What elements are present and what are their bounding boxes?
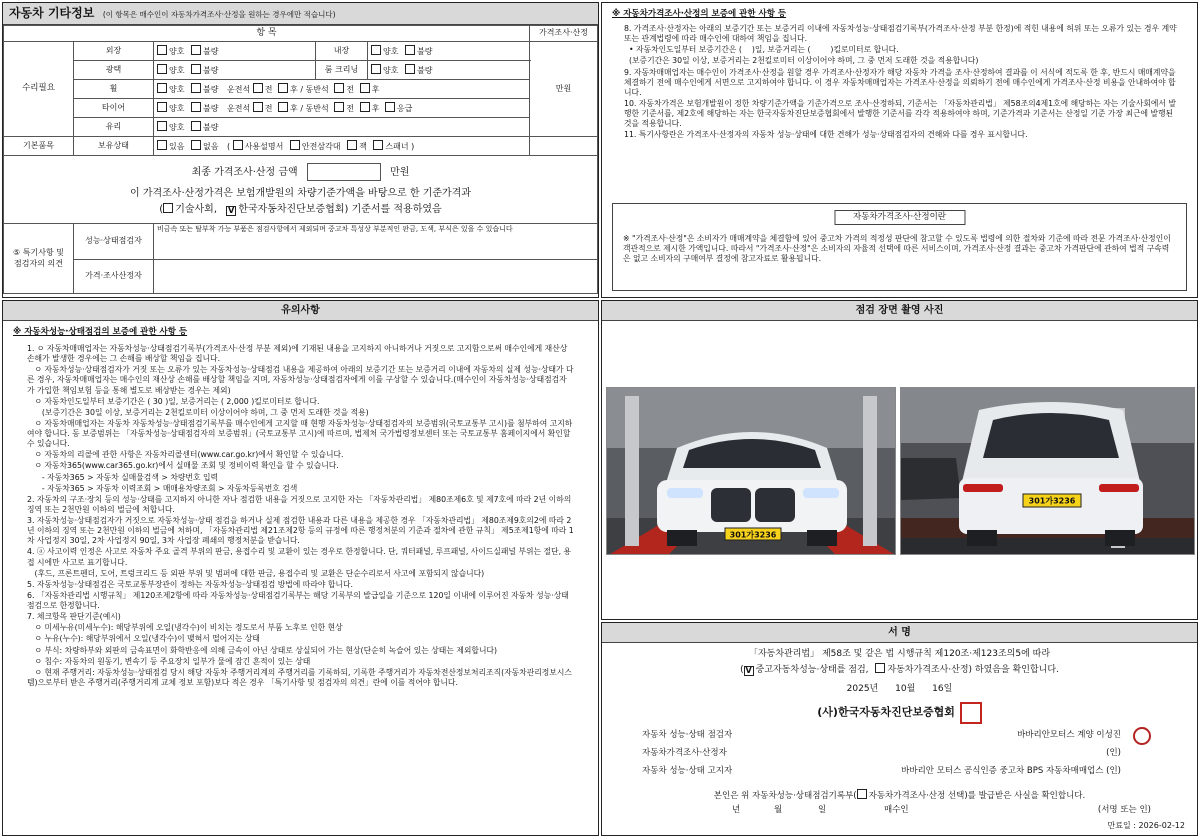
notes-item: 7. 체크항목 판단기준(예시) [27, 612, 121, 622]
manual-checkbox[interactable] [233, 140, 243, 150]
issue-year: 2025년 [846, 684, 879, 695]
notes-item: 3. 자동차성능·상태점검자가 거짓으로 자동차성능·상태 점검을 하거나 실제 점검한 내용과 다른 내용을 제공한 경우 「자동차관리법」 제80조제9호의2에 따라 2년 이하의 징역 또는 2천만원 이하의 벌금에 처하며, 「자동차관리법 제21조제2항 등의 규정에 따른 행정처분의 기준과 절차에 관한 규칙」 제5조제1항에 따라 1차 사업정지 30일, 2차 사업정지 90일, 3차 사업장 폐쇄의 행정처분을 받습니다. [27, 516, 574, 546]
notes-item: - 자동차365 > 자동차 이력조회 > 매매용차량조회 > 자동차등록번호 검색 [27, 483, 298, 493]
basis-line: 이 가격조사·산정가격은 보험개발원의 차량기준가액을 바탕으로 한 기준가격과 [129, 188, 472, 199]
association-checkbox[interactable]: V [228, 206, 235, 215]
have-label: 있음 [169, 141, 185, 151]
tire-good-label: 양호 [169, 103, 185, 113]
jack-checkbox[interactable] [347, 140, 357, 150]
basic-items-label: 기본품목 [4, 137, 74, 156]
final-price-unit: 만원 [390, 167, 410, 178]
final-price-label: 최종 가격조사·산정 금액 [191, 167, 298, 178]
price-warranty-item: 9. 자동차매매업자는 매수인이 가격조사·산정을 원할 경우 가격조사·산정자가 해당 자동차 가격을 조사·산정하여 결과를 이 서식에 적도록 한 후, 반드시 매매계약을 체결하기 전에 매수인에게 서면으로 고지하여야 합니다. 이 경우 자동차매매업자는 가격조사·산정을 의뢰하기 전에 매수인에게 가격조사·산정 비용을 안내하여야 합니다. [624, 67, 1179, 97]
spanner-checkbox[interactable] [373, 140, 383, 150]
perf-check-label: 중고자동차성능·상태를 점검, [755, 664, 869, 675]
rear-car-photo-svg [901, 388, 1195, 555]
notes-item: - 자동차365 > 자동차 실매물검색 > 차량번호 입력 [27, 472, 219, 482]
buyer-year: 년 [732, 805, 741, 815]
notes-item: 1. ㅇ 자동차매매업자는 자동차성능·상태점검기록부(가격조사·산정 부분 제외)에 기재된 내용을 고지하지 아니하거나 거짓으로 고지함으로써 매수인에게 재산상 손해가 발생한 경우에는 그 손해를 배상할 책임을 집니다. [27, 344, 570, 364]
notes-item: ㅇ 현재 주행거리: 자동차성능·상태점검 당시 해당 자동차 주행거리계의 주행거리를 기록하되, 기록한 주행거리가 자동차전산정보처리조직(자동차관리정보시스템)으로부터 받은 주행거리(주행거리계 교체 정보 포함)보다 적은 경우 「특기사항 및 점검자의 의견」란에 이를 적어야 합니다. [27, 667, 572, 687]
gloss-bad-checkbox[interactable] [191, 64, 201, 74]
issue-day: 16일 [932, 684, 953, 695]
notes-item: (후드, 프론트펜더, 도어, 트렁크리드 등 외판 부위 및 범퍼에 대한 판금, 용접수리 및 교환은 단순수리로서 사고에 포함되지 않습니다) [27, 568, 485, 578]
notes-title: 유의사항 [3, 301, 598, 321]
wheel-good-checkbox[interactable] [157, 83, 167, 93]
interior-bad-checkbox[interactable] [405, 45, 415, 55]
seal-circle-icon [1133, 727, 1151, 745]
interior-good-label: 양호 [382, 46, 399, 56]
spanner-label: 스패너 [385, 141, 409, 151]
price-warranty-list [612, 24, 1187, 140]
tech-society-checkbox[interactable] [163, 203, 173, 213]
gloss-bad-label: 불량 [203, 65, 219, 75]
tire-driver-front-checkbox[interactable] [253, 102, 263, 112]
other-info-title-bar [3, 3, 598, 25]
association-line [602, 702, 1197, 724]
notes-item: 5. 자동차성능·상태점검은 국토교통부장관이 정하는 자동차성능·상태점검 방법에 따라야 합니다. [27, 579, 353, 589]
receipt-price-checkbox[interactable] [857, 789, 867, 799]
repair-needed-label: 수리필요 [4, 42, 74, 137]
basic-items-price [530, 137, 598, 156]
association-seal-icon [960, 702, 982, 724]
none-checkbox[interactable] [191, 140, 201, 150]
exterior-good-label: 양호 [169, 46, 185, 56]
front-plate-text: 301가3236 [729, 530, 777, 540]
tire-rear-passenger-label: 후 / 동반석 [290, 103, 329, 113]
none-label: 없음 [203, 141, 219, 151]
glass-good-checkbox[interactable] [157, 121, 167, 131]
notes-heading: ※ 자동차성능·상태점검의 보증에 관한 사항 등 [13, 327, 188, 337]
wheel-driver-front-checkbox[interactable] [253, 83, 263, 93]
notes-item: ㅇ 자동차의 리콜에 관한 사항은 자동차리콜센터(www.car.go.kr)에서 확인할 수 있습니다. [27, 450, 344, 460]
glass-bad-label: 불량 [203, 122, 219, 132]
notes-list [13, 344, 588, 688]
receipt-option: 자동차가격조사·산정 선택)를 발급받은 사실을 확인합니다. [868, 791, 1086, 801]
price-assessor-opinion [154, 260, 598, 294]
exterior-label: 외장 [74, 42, 154, 61]
tire-label: 타이어 [74, 99, 154, 118]
wheel-passenger-front-checkbox[interactable] [334, 83, 344, 93]
glass-options [154, 118, 530, 137]
association-name: (사)한국자동차진단보증협회 [817, 705, 955, 719]
notes-item: ㅇ 자동차인도일부터 보증기간은 ( 30 )일, 보증거리는 ( 2,000 )킬로미터로 합니다. [27, 396, 320, 406]
price-warranty-panel [601, 2, 1198, 298]
exterior-bad-checkbox[interactable] [191, 45, 201, 55]
issue-date [602, 684, 1197, 696]
tire-passenger-front-checkbox[interactable] [334, 102, 344, 112]
glass-bad-checkbox[interactable] [191, 121, 201, 131]
interior-bad-label: 불량 [416, 46, 433, 56]
front-car-photo-svg [607, 388, 896, 555]
wheel-passenger-rear-label: 후 [371, 84, 380, 94]
jack-label: 잭 [359, 141, 367, 151]
signature-row-value: (인) [1106, 748, 1121, 759]
price-assessment-box [612, 203, 1187, 291]
expiry-date: 만료일 : 2026-02-12 [1107, 820, 1185, 830]
signature-row-value: 바바리안 모터스 공식인증 중고차 BPS 자동차매매업스 (인) [901, 766, 1121, 777]
tire-driver-seat-label: 운전석 [227, 103, 251, 113]
tire-bad-checkbox[interactable] [191, 102, 201, 112]
price-warranty-heading: ※ 자동차가격조사·산정의 보증에 관한 사항 등 [612, 9, 787, 19]
buyer-label: 매수인 [884, 805, 909, 815]
manual-label: 사용설명서 [244, 141, 284, 151]
owned-status-label: 보유상태 [74, 137, 154, 156]
tire-driver-front-label: 전 [264, 103, 273, 113]
tire-bad-label: 불량 [203, 103, 219, 113]
rear-car-photo [900, 387, 1195, 555]
wheel-options [154, 80, 530, 99]
basis-tail: ) 기준서를 적용하였음 [344, 204, 442, 215]
glass-good-label: 양호 [169, 122, 185, 132]
other-info-table [3, 25, 598, 294]
wheel-bad-label: 불량 [203, 84, 219, 94]
notes-item: 6. 「자동차관리법 시행규칙」 제120조제2항에 따라 자동차성능·상태점검기록부는 해당 기록부의 발급일을 기준으로 120일 이내에 이루어진 자동차 성능·상태점검으로 한정합니다. [27, 590, 569, 611]
interior-options [367, 42, 529, 61]
issue-month: 10월 [895, 684, 916, 695]
signature-row-value: 바바리안모터스 계양 이성진 [1017, 730, 1121, 741]
exterior-bad-label: 불량 [203, 46, 219, 56]
gloss-good-checkbox[interactable] [157, 64, 167, 74]
basis-options: ( 기술사회, V 한국자동차진단보증협회) 기준서를 적용하였음 [159, 204, 442, 215]
price-warranty-item: • 자동차인도일부터 보증기간은 ( )일, 보증거리는 ( )킬로미터로 합니다. [624, 45, 899, 55]
interior-label: 내장 [315, 42, 367, 61]
tire-emergency-checkbox[interactable] [385, 102, 395, 112]
tire-emergency-label: 응급 [396, 103, 413, 113]
header-price: 가격조사·산정 [530, 26, 598, 42]
price-check-checkbox[interactable] [875, 663, 885, 673]
receipt-line [602, 789, 1197, 802]
price-warranty-item: (보증기간은 30일 이상, 보증거리는 2천킬로미터 이상이어야 하며, 그 중 먼저 도래한 것을 적용합니다) [624, 56, 979, 66]
buyer-sign-note: (서명 또는 인) [1097, 805, 1151, 815]
tire-options [154, 99, 530, 118]
gloss-options [154, 61, 316, 80]
rear-plate-text: 301가3236 [1028, 496, 1076, 506]
wheel-passenger-front-label: 전 [346, 84, 355, 94]
signature-panel [601, 622, 1198, 836]
final-price-section [4, 156, 598, 224]
room-clean-good-label: 양호 [382, 65, 399, 75]
room-clean-label: 룸 크리닝 [315, 61, 367, 80]
tire-passenger-front-label: 전 [346, 103, 355, 113]
tire-passenger-rear-label: 후 [371, 103, 380, 113]
notes-item: ㅇ 누유(누수): 해당부위에서 오일(냉각수)이 맺혀서 떨어지는 상태 [27, 634, 260, 644]
perf-inspector-opinion: 비금속 또는 탈부착 가능 부품은 점검사항에서 제외되며 중고차 특성상 부분적인 판금, 도색, 부식은 있을 수 있습니다 [154, 224, 598, 260]
have-checkbox[interactable] [157, 140, 167, 150]
signature-row-label: 자동차가격조사·산정자 [642, 748, 727, 759]
other-info-title: 자동차 기타정보 [9, 6, 95, 20]
other-info-panel [2, 2, 599, 298]
tire-good-checkbox[interactable] [157, 102, 167, 112]
perf-check-checkbox[interactable]: V [745, 665, 752, 675]
price-warranty-item: 10. 자동차가격은 보험개발원이 정한 차량기준가액을 기준가격으로 조사·산정하되, 기준서는 「자동차관리법」 제58조의4제1호에 해당하는 자는 기술사회에서 발행한 기준서를, 제2호에 해당하는 자는 한국자동차진단보증협회에서 발행한 기준서를 각각 적용하여야 하며, 기준가격과 기준서는 산정일 기준 가장 최근에 발행된 것을 적용합니다. [624, 98, 1176, 129]
wheel-driver-seat-label: 운전석 [227, 84, 251, 94]
notes-item: 2. 자동차의 구조·장치 등의 성능·상태를 고지하지 아니한 자나 점검한 내용을 거짓으로 고지한 자는 「자동차관리법」 제80조제6호 및 제7호에 따라 2년 이하의 징역 또는 2천만원 이하의 벌금에 처합니다. [27, 494, 574, 514]
interior-good-checkbox[interactable] [371, 45, 381, 55]
signature-row [642, 727, 1157, 745]
signature-row [642, 745, 1157, 763]
signature-row [642, 763, 1157, 781]
wheel-label: 휠 [74, 80, 154, 99]
notes-panel [2, 300, 599, 836]
wheel-bad-checkbox[interactable] [191, 83, 201, 93]
signature-title: 서 명 [602, 623, 1197, 643]
tech-society-label: 기술사회, [175, 204, 218, 215]
signature-row-label: 자동차 성능·상태 고지자 [642, 766, 733, 777]
notes-item: ㅇ 자동차성능·상태점검자가 거짓 또는 오류가 있는 자동차성능·상태점검 내용을 제공하여 아래의 보증기간 또는 보증거리 이내에 자동차의 실제 성능·상태가 다른 경우, 자동차매매업자는 매수인의 재산상 손해를 배상할 책임을 지며, 자동차성능·상태점검자에게 이를 구상할 수 있습니다.(매수인이 자동차성능·상태점검자가 가입한 책임보험 등을 통해 별도로 배상받는 경우는 제외) [27, 365, 574, 395]
law-line: 「자동차관리법」 제58조 및 같은 법 시행규칙 제120조·제123조의5에 따라 [748, 649, 1051, 659]
exterior-good-checkbox[interactable] [157, 45, 167, 55]
buyer-month: 월 [774, 805, 783, 815]
perf-inspector-label: 성능·상태점검자 [74, 224, 154, 260]
price-check-label: 자동차가격조사·산정) 하였음을 확인합니다. [887, 664, 1059, 675]
tire-passenger-rear-checkbox[interactable] [360, 102, 370, 112]
signature-row-label: 자동차 성능·상태 점검자 [642, 730, 733, 741]
other-info-note: (이 항목은 매수인이 자동차가격조사·산정을 원하는 경우에만 적습니다) [102, 10, 336, 19]
owned-status-options: 있음 없음 ( 사용설명서 안전삼각대 잭 스패너 ) [154, 137, 530, 156]
room-clean-options [367, 61, 529, 80]
price-warranty-item: 11. 특기사항란은 가격조사·산정자의 자동차 성능·상태에 대한 견해가 성능·상태점검자의 견해와 다를 경우 표시합니다. [624, 130, 1028, 140]
photos-panel [601, 300, 1198, 620]
wheel-rear-passenger-label: 후 / 동반석 [290, 84, 329, 94]
notes-item: ㅇ 자동차매매업자는 자동차 자동차성능·상태점검기록부를 매수인에게 고지할 때 현행 자동차성능·상태점검자의 보증범위(국토교통부 고시)를 첨부하여 고지하여야 합니다. 동 보증범위는 「자동차성능·상태점검자의 보증범위」(국토교통부 고시)에 따르며, 법제처 국가법령정보센터 또는 국토교통부 홈페이지에서 확인할 수 있습니다. [27, 418, 573, 449]
wheel-driver-front-label: 전 [264, 84, 273, 94]
wheel-driver-rear-checkbox[interactable] [278, 83, 288, 93]
gloss-good-label: 양호 [169, 65, 185, 75]
triangle-label: 안전삼각대 [301, 141, 341, 151]
room-clean-good-checkbox[interactable] [371, 64, 381, 74]
association-label: 한국자동차진단보증협회 [238, 204, 345, 215]
glass-label: 유리 [74, 118, 154, 137]
header-item: 항 목 [4, 26, 530, 42]
gloss-label: 광택 [74, 61, 154, 80]
wheel-passenger-rear-checkbox[interactable] [360, 83, 370, 93]
repair-price-unit: 만원 [530, 42, 598, 137]
special-notes-label: ⑤ 특기사항 및 점검자의 의견 [4, 224, 74, 294]
signature-rows [642, 727, 1157, 781]
triangle-checkbox[interactable] [290, 140, 300, 150]
price-assessment-box-title: 자동차가격조사·산정이란 [834, 210, 965, 225]
notes-item: ㅇ 침수: 자동차의 원동기, 변속기 등 주요장치 일부가 물에 잠긴 흔적이 있는 상태 [27, 656, 311, 666]
photos-title: 점검 장면 촬영 사진 [602, 301, 1197, 321]
buyer-day: 일 [818, 805, 827, 815]
exterior-options [154, 42, 316, 61]
room-clean-bad-label: 불량 [416, 65, 433, 75]
room-clean-bad-checkbox[interactable] [405, 64, 415, 74]
notes-item: ㅇ 자동차365(www.car365.go.kr)에서 실매물 조회 및 정비이력 확인을 할 수 있습니다. [27, 461, 339, 471]
notes-item: ㅇ 부식: 차량하부와 외판의 금속표면이 화학반응에 의해 금속이 아닌 상태로 상실되어 가는 현상(단순히 녹슬어 있는 상태는 제외합니다) [27, 645, 498, 655]
notes-item: ㅇ 미세누유(미세누수): 해당부위에 오일(냉각수)이 비치는 정도로서 부품 노후로 인한 현상 [27, 623, 343, 633]
notes-item: (보증기간은 30일 이상, 보증거리는 2천킬로미터 이상이어야 하며, 그 중 먼저 도래한 것을 적용) [27, 407, 369, 417]
price-assessor-label: 가격·조사산정자 [74, 260, 154, 294]
front-car-photo [606, 387, 896, 555]
wheel-good-label: 양호 [169, 84, 185, 94]
notes-item: 4. ⓐ 사고이력 인정은 사고로 자동차 주요 골격 부위의 판금, 용접수리 및 교환이 있는 경우로 한정합니다. 단, 쿼터패널, 루프패널, 사이드실패널 부위는 절단, 용접 시에만 사고로 표기합니다. [27, 547, 572, 567]
receipt-text: 본인은 위 자동차성능·상태점검기록부( [713, 791, 857, 801]
final-price-input[interactable] [307, 163, 381, 181]
tire-driver-rear-checkbox[interactable] [278, 102, 288, 112]
confirm-line: ( V 중고자동차성능·상태를 점검, 자동차가격조사·산정) 하였음을 확인합니다. [740, 664, 1059, 675]
price-assessment-box-text: ※ "가격조사·산정"은 소비자가 매매계약을 체결함에 있어 중고차 가격의 적정성 판단에 참고할 수 있도록 법령에 의한 절차와 기준에 따라 전문 가격조사·산정인이 객관적으로 제시한 가액입니다. 따라서 "가격조사·산정"은 소비자의 자율적 선택에 따른 서비스이며, 가격조사·산정 결과는 중고차 가격판단에 관하여 법적 구속력은 없고 소비자의 구매여부 결정에 참고자료로 활용됩니다. [623, 234, 1171, 264]
price-warranty-item: 8. 가격조사·산정자는 아래의 보증기간 또는 보증거리 이내에 자동차성능·상태점검기록부(가격조사·산정 부분 한정)에 적힌 내용에 허위 또는 오류가 있는 경우 계약 또는 관계법령에 따라 매수인에 대하여 책임을 집니다. [624, 24, 1180, 44]
